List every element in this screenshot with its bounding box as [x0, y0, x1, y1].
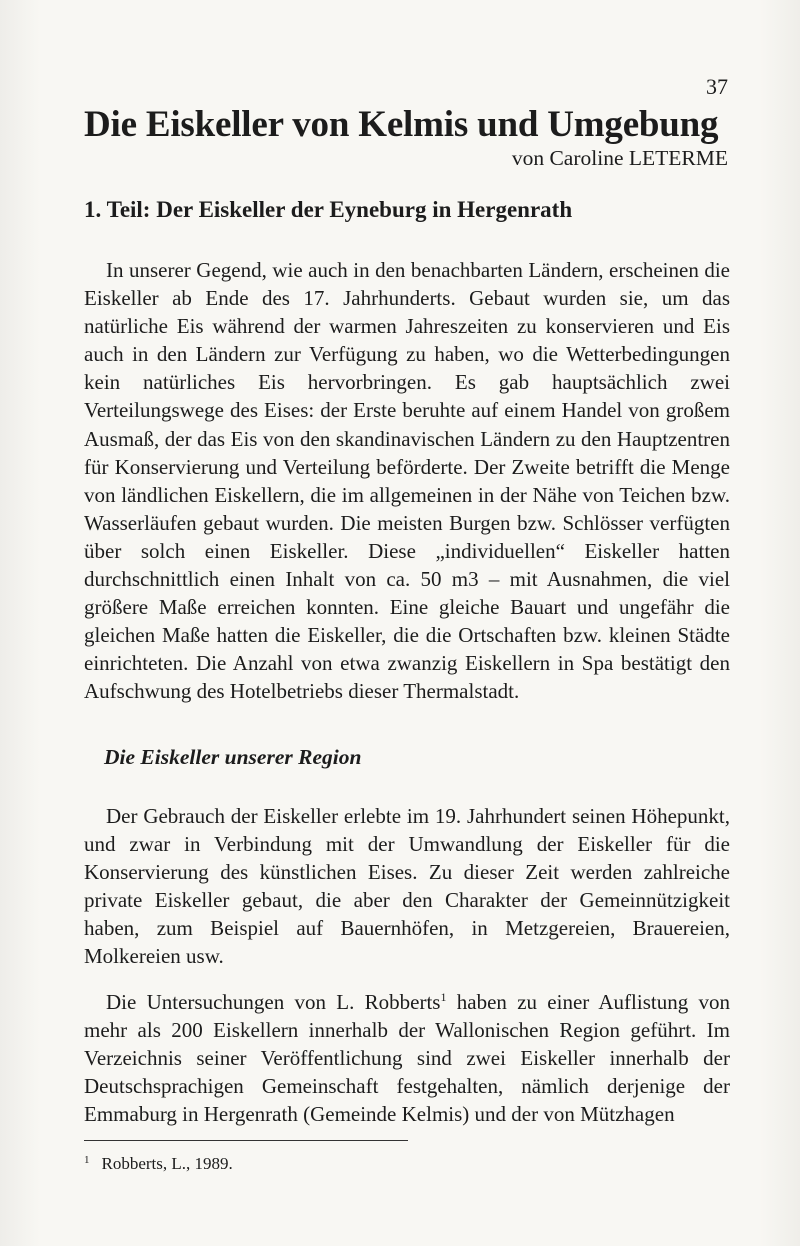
page-number: 37: [706, 74, 728, 99]
footnote-divider: [84, 1140, 408, 1141]
article-title: Die Eiskeller von Kelmis und Umgebung: [84, 104, 719, 145]
subheading-region: Die Eiskeller unserer Region: [104, 745, 362, 769]
section-heading: 1. Teil: Der Eiskeller der Eyneburg in Hergenrath: [84, 197, 573, 222]
footnote-reference: 1: [440, 990, 447, 1004]
footnote-text: Robberts, L., 1989.: [101, 1154, 233, 1173]
paragraph-19th-century: Der Gebrauch der Eiskeller erlebte im 19. Jahrhundert seinen Höhepunkt, und zwar in Verbindung mit der Umwandlung der Eiskeller für die Konservierung des künstlichen Eises. Zu dieser Zeit werden zahlreiche private Eiskeller gebaut, die aber den Charakter der Gemeinnützigkeit haben, zum Beispiel auf Bauernhöfen, in Metzgereien, Brauereien, Molkereien usw.: [84, 804, 730, 969]
paragraph-robberts: [84, 988, 730, 1128]
paragraph-robberts-rest: haben zu einer Auflistung von mehr als 200 Eiskellern innerhalb der Wallonischen Region geführt. Im Verzeichnis seiner Veröffentlichung sind zwei Eiskeller innerhalb der Deutschsprachigen Gemeinschaft festgehalten, nämlich derjenige der Emmaburg in Hergenrath (Gemeinde Kelmis) und der von Mützhagen: [84, 990, 730, 1127]
paragraph-intro: In unserer Gegend, wie auch in den benachbarten Ländern, erscheinen die Eiskeller ab Ende des 17. Jahrhunderts. Gebaut wurden sie, um das natürliche Eis während der warmen Jahreszeiten zu konservieren und Eis auch in den Ländern zur Verfügung zu haben, wo die Wetterbedingungen kein natürliches Eis hervorbringen. Es gab hauptsächlich zwei Verteilungswege des Eises: der Erste beruhte auf einem Handel von großem Ausmaß, der das Eis von den skandinavischen Ländern zu den Hauptzentren für Konservierung und Verteilung beförderte. Der Zweite betrifft die Menge von ländlichen Eiskellern, die im allgemeinen in der Nähe von Teichen bzw. Wasserläufen gebaut wurden. Die meisten Burgen bzw. Schlösser verfügten über solch einen Eiskeller. Diese „individuellen“ Eiskeller hatten durchschnittlich einen Inhalt von ca. 50 m3 – mit Ausnahmen, die viel größere Maße erreichen konnten. Eine gleiche Bauart und ungefähr die gleichen Maße hatten die Eiskeller, die die Ortschaften bzw. kleinen Städte einrichteten. Die Anzahl von etwa zwanzig Eiskellern in Spa bestätigt den Aufschwung des Hotelbetriebs dieser Thermalstadt.: [84, 258, 730, 704]
author-byline: von Caroline LETERME: [511, 146, 728, 170]
paragraph-robberts-start: Die Untersuchungen von L. Robberts: [106, 990, 441, 1014]
footnote: [84, 1154, 233, 1174]
footnote-mark: 1: [84, 1154, 90, 1166]
